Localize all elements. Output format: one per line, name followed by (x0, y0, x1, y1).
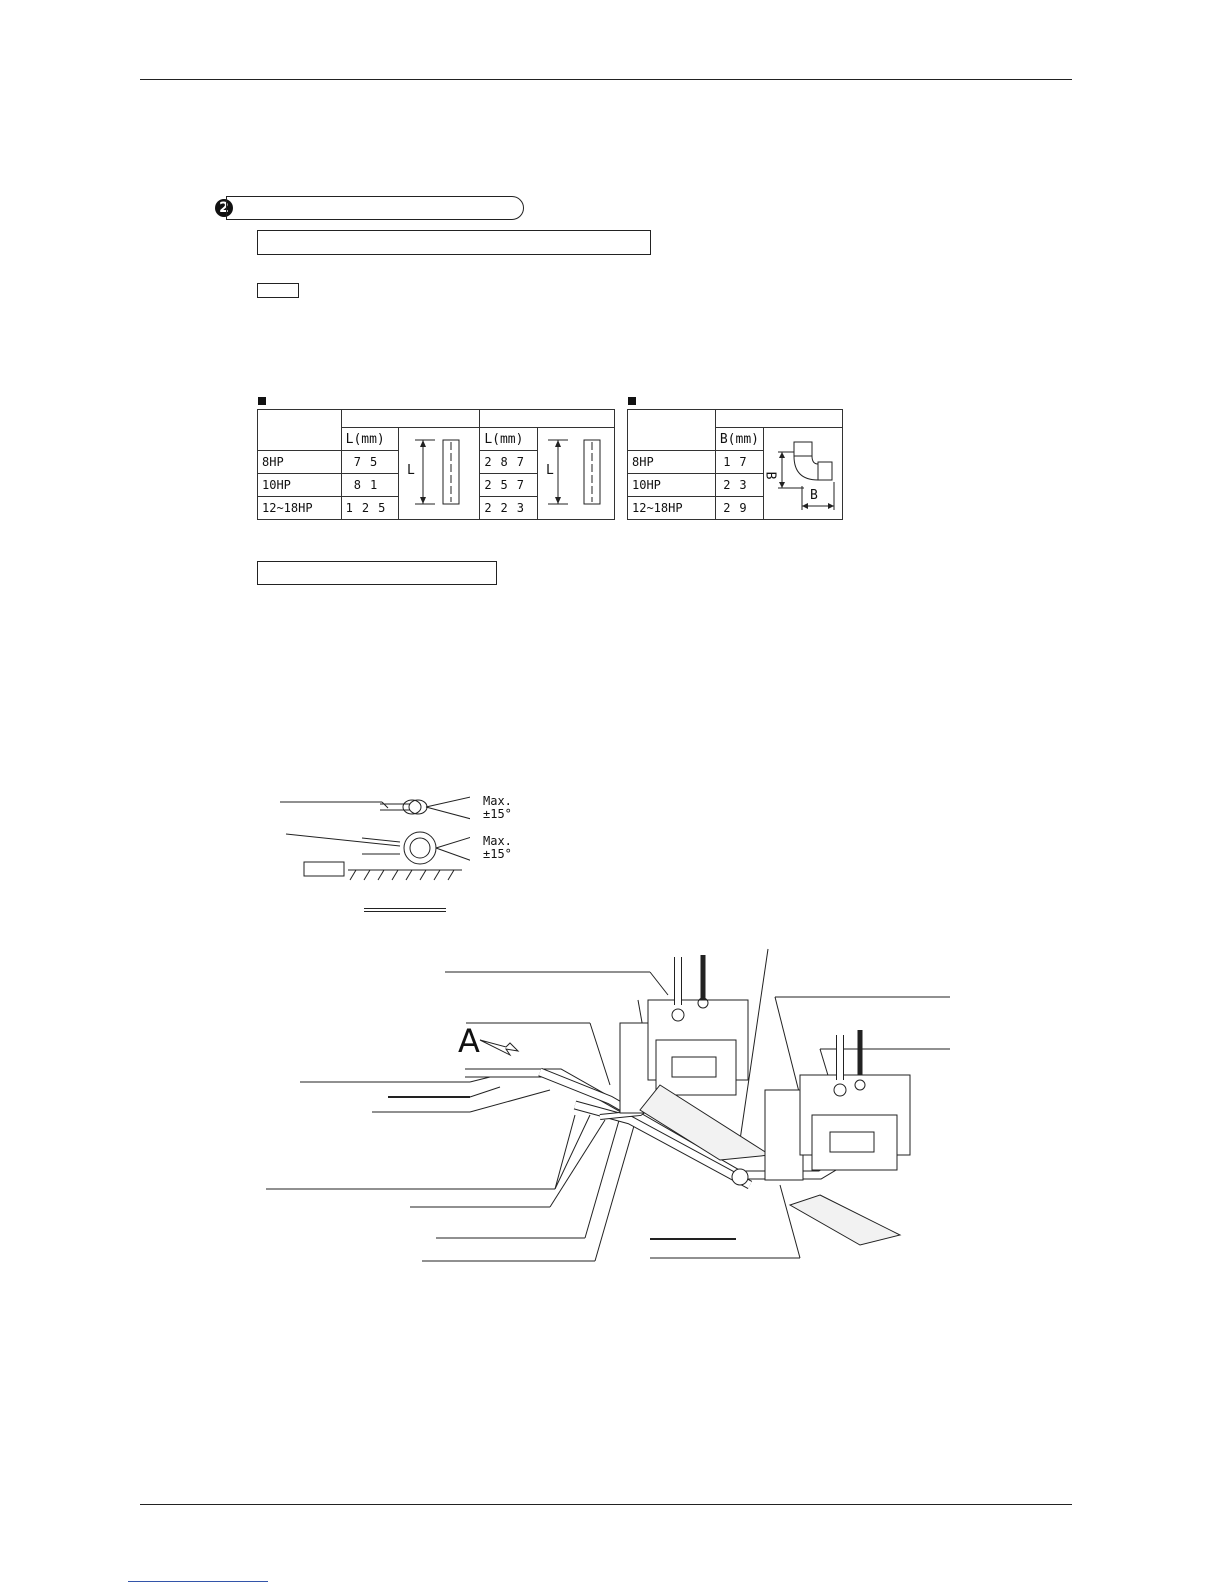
elbow-size-table (627, 409, 843, 520)
footer-rule (140, 1504, 1072, 1505)
table-corner-cell (258, 410, 342, 451)
slope-angle-top-line1: Max. (483, 794, 512, 808)
dim-label-b-vertical: B (762, 471, 778, 480)
table-group-header-1 (341, 410, 480, 428)
row-model-12-18hp: 12~18HP (258, 497, 342, 520)
table-right-group-header (715, 410, 842, 428)
slope-caption-rule-1 (364, 908, 446, 909)
table-marker-right (628, 397, 636, 405)
dim-label-l-1: L (407, 463, 415, 478)
slope-angle-bottom-line2: ±15° (483, 847, 512, 861)
pipe-slope-figure (270, 790, 470, 890)
slope-angle-top-line2: ±15° (483, 807, 512, 821)
header-rule (140, 79, 1072, 80)
row-8hp-l1: 75 (341, 451, 399, 474)
subheading-box-2 (257, 561, 497, 585)
table-group-header-2 (480, 410, 615, 428)
footer-link-underline[interactable] (128, 1581, 268, 1582)
right-row-model-10hp: 10HP (628, 474, 716, 497)
row-12-18hp-l1: 125 (341, 497, 399, 520)
col-header-b: B(mm) (715, 428, 763, 451)
section-heading-box (226, 196, 524, 220)
row-10hp-l1: 81 (341, 474, 399, 497)
pipe-length-table (257, 409, 615, 520)
right-row-model-8hp: 8HP (628, 451, 716, 474)
subheading-box-1 (257, 230, 651, 255)
right-row-8hp-b: 17 (715, 451, 763, 474)
col-header-l-2: L(mm) (480, 428, 538, 451)
slope-caption-rule-2 (364, 911, 446, 912)
section-number-badge: 2 (215, 199, 233, 217)
row-10hp-l2: 257 (480, 474, 538, 497)
dim-label-b-horizontal: B (810, 488, 818, 503)
slope-angle-top (483, 795, 512, 821)
piping-installation-figure (260, 945, 960, 1275)
table-marker-left (258, 397, 266, 405)
row-8hp-l2: 287 (480, 451, 538, 474)
right-row-12-18hp-b: 29 (715, 497, 763, 520)
right-row-10hp-b: 23 (715, 474, 763, 497)
row-model-8hp: 8HP (258, 451, 342, 474)
elbow-diagram-cell (764, 428, 843, 520)
slope-angle-bottom-line1: Max. (483, 834, 512, 848)
arrow-label-a: A (458, 1022, 480, 1060)
right-row-model-12-18hp: 12~18HP (628, 497, 716, 520)
dim-label-l-2: L (546, 463, 554, 478)
row-model-10hp: 10HP (258, 474, 342, 497)
slope-angle-bottom (483, 835, 512, 861)
row-12-18hp-l2: 223 (480, 497, 538, 520)
note-box (257, 283, 299, 298)
col-header-l-1: L(mm) (341, 428, 399, 451)
table-right-corner-cell (628, 410, 716, 451)
